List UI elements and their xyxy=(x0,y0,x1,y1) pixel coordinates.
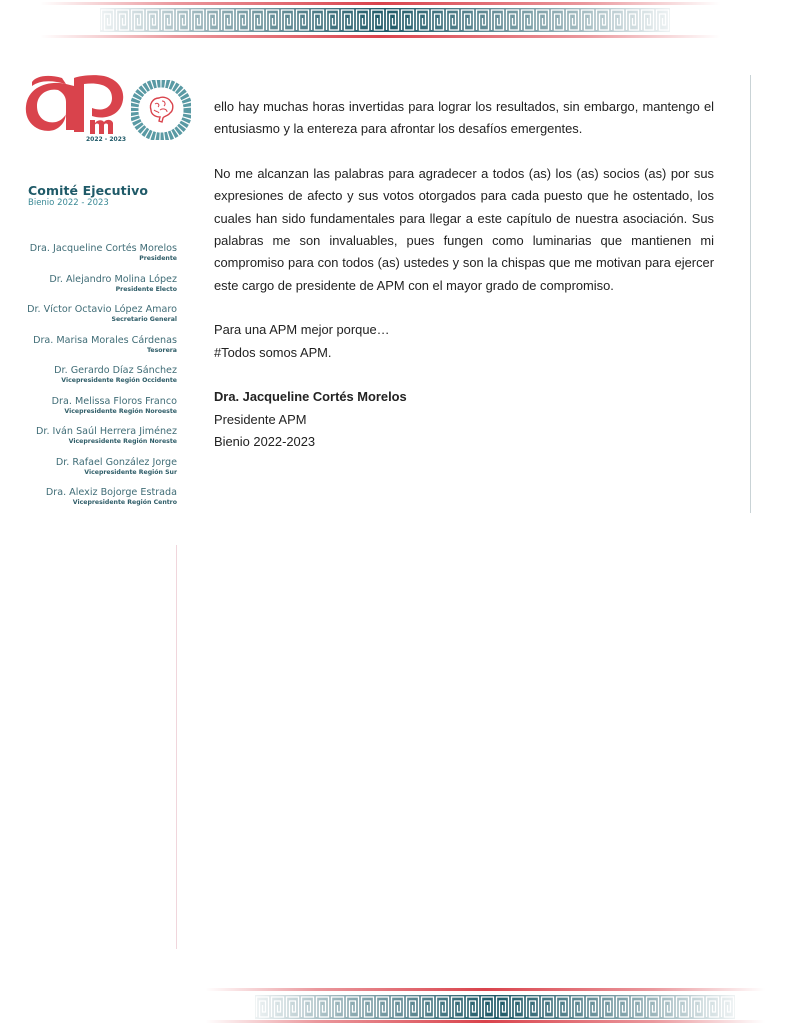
banner-red-line xyxy=(205,988,765,991)
bottom-fret-banner xyxy=(205,983,765,1023)
letter-paragraph: No me alcanzan las palabras para agradecer a todos (as) los (as) socios (as) por sus expresiones de afecto y sus votos otorgados para cada puesto que he ostentado, los cuales han sido fundamentales para llegar a este capítulo de nuestra asociación. Sus palabras me son invaluables, pues fungen como luminarias que mantienen mi compromiso para con todos (as) ustedes y son la chispas que me motivan para ejercer este cargo de presidente de APM con el mayor grado de compromiso. xyxy=(214,166,714,293)
committee-member xyxy=(0,335,177,366)
member-name: Dr. Gerardo Díaz Sánchez xyxy=(54,365,177,376)
member-role: Vicepresidente Región Centro xyxy=(72,499,177,506)
committee-member xyxy=(0,457,177,488)
member-role: Tesorera xyxy=(146,346,177,354)
committee-member-list xyxy=(0,243,177,518)
apm-logo xyxy=(22,72,132,152)
right-divider-line xyxy=(750,75,751,513)
member-role: Vicepresidente Región Noreste xyxy=(68,438,177,445)
committee-member xyxy=(0,487,177,518)
closing-hashtag: #Todos somos APM. xyxy=(214,344,332,360)
member-name: Dr. Alejandro Molina López xyxy=(49,273,177,285)
top-fret-banner xyxy=(40,0,720,40)
letter-body xyxy=(214,96,714,476)
member-name: Dr. Iván Saúl Herrera Jiménez xyxy=(36,426,177,437)
signature-title: Presidente APM xyxy=(214,411,307,427)
member-role: Presidente xyxy=(139,255,177,262)
member-name: Dra. Marisa Morales Cárdenas xyxy=(33,334,177,346)
member-role: Vicepresidente Región Noroeste xyxy=(64,407,177,415)
member-name: Dra. Melissa Floros Franco xyxy=(51,395,177,407)
member-name: Dra. Jacqueline Cortés Morelos xyxy=(29,243,177,254)
committee-subtitle: Bienio 2022 - 2023 xyxy=(28,198,109,208)
member-name: Dr. Rafael González Jorge xyxy=(55,456,177,468)
committee-title: Comité Ejecutivo xyxy=(28,183,149,198)
banner-red-line xyxy=(40,35,720,38)
committee-member xyxy=(0,365,177,396)
committee-member xyxy=(0,274,177,305)
signature-block xyxy=(214,386,714,453)
logo-years: 2022 - 2023 xyxy=(86,136,127,143)
signature-period: Bienio 2022-2023 xyxy=(214,434,316,450)
banner-red-line xyxy=(40,2,720,5)
committee-member xyxy=(0,426,177,457)
signature-name: Dra. Jacqueline Cortés Morelos xyxy=(214,389,407,405)
greek-fret-pattern xyxy=(255,995,735,1019)
greek-fret-pattern xyxy=(100,8,670,32)
member-role: Presidente Electo xyxy=(115,285,177,293)
brain-seal-icon xyxy=(131,80,191,140)
member-name: Dr. Víctor Octavio López Amaro xyxy=(27,304,177,315)
letter-paragraph: ello hay muchas horas invertidas para lograr los resultados, sin embargo, mantengo el entusiasmo y la entereza para afrontar los desafíos emergentes. xyxy=(214,99,714,137)
committee-member xyxy=(0,304,177,335)
member-role: Secretario General xyxy=(111,316,177,323)
banner-red-line xyxy=(205,1020,765,1023)
member-name: Dra. Alexiz Bojorge Estrada xyxy=(45,487,177,498)
closing-block xyxy=(214,319,714,364)
closing-line: Para una APM mejor porque… xyxy=(214,322,390,338)
committee-member xyxy=(0,396,177,427)
member-role: Vicepresidente Región Occidente xyxy=(61,377,177,384)
committee-member xyxy=(0,243,177,274)
member-role: Vicepresidente Región Sur xyxy=(84,468,177,476)
left-divider-line xyxy=(176,545,177,949)
